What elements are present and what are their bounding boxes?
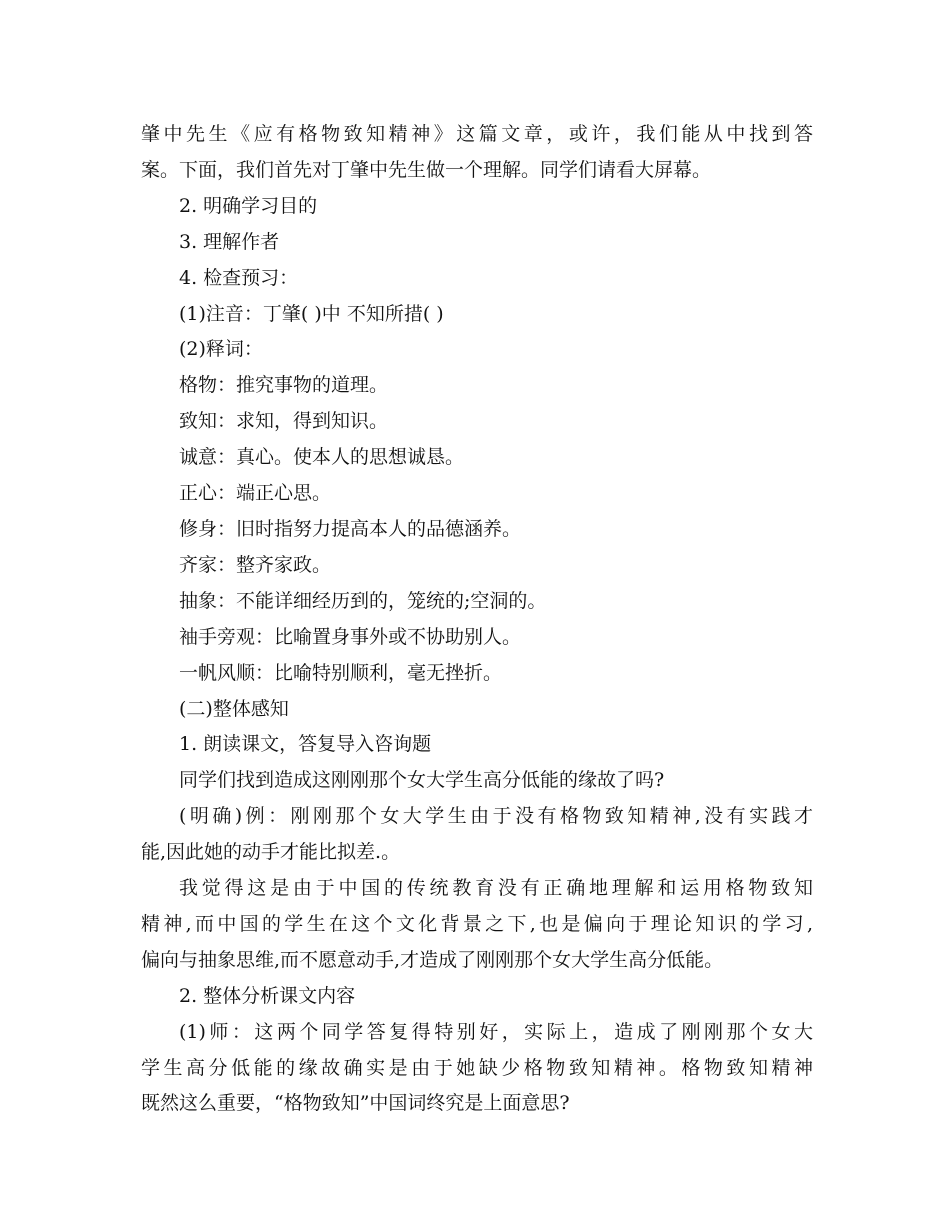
- text-line: 既然这么重要，“格物致知”中国词终究是上面意思?: [141, 1092, 570, 1115]
- text-line: (二)整体感知: [179, 697, 289, 720]
- text-line: 抽象：不能详细经历到的，笼统的;空洞的。: [179, 589, 547, 612]
- text-line: 能,因此她的动手才能比拟差.。: [141, 841, 401, 864]
- text-line: 偏向与抽象思维,而不愿意动手,才造成了刚刚那个女大学生高分低能。: [141, 948, 724, 971]
- text-line: 正心：端正心思。: [179, 482, 332, 505]
- text-line: (明确)例：刚刚那个女大学生由于没有格物致知精神,没有实践才: [179, 805, 813, 828]
- text-line: 格物：推究事物的道理。: [179, 374, 389, 397]
- text-line: 3. 理解作者: [179, 230, 280, 253]
- text-line: 袖手旁观：比喻置身事外或不协助别人。: [179, 625, 522, 648]
- text-line: 一帆风顺：比喻特别顺利，毫无挫折。: [179, 661, 503, 684]
- document-body: [141, 117, 813, 1122]
- text-line: 2. 整体分析课文内容: [179, 984, 356, 1007]
- text-line: 案。下面，我们首先对丁肇中先生做一个理解。同学们请看大屏幕。: [141, 158, 712, 181]
- text-line: 致知：求知，得到知识。: [179, 410, 389, 433]
- text-line: 肇中先生《应有格物致知精神》这篇文章，或许，我们能从中找到答: [141, 123, 813, 145]
- text-line: (2)释词：: [179, 338, 263, 361]
- text-line: 4. 检查预习：: [179, 266, 299, 289]
- text-line: 同学们找到造成这刚刚那个女大学生高分低能的缘故了吗?: [179, 769, 665, 792]
- text-line: 我觉得这是由于中国的传统教育没有正确地理解和运用格物致知: [179, 877, 813, 900]
- text-line: 精神,而中国的学生在这个文化背景之下,也是偏向于理论知识的学习,: [141, 912, 813, 935]
- text-line: (1)注音：丁肇( )中 不知所措( ): [179, 302, 444, 325]
- text-line: 齐家：整齐家政。: [179, 553, 332, 576]
- text-line: 2. 明确学习目的: [179, 194, 318, 217]
- text-line: 修身：旧时指努力提高本人的品德涵养。: [179, 517, 522, 540]
- text-line: (1)师：这两个同学答复得特别好，实际上，造成了刚刚那个女大: [179, 1020, 813, 1043]
- text-line: 1. 朗读课文，答复导入咨询题: [179, 733, 432, 756]
- text-line: 学生高分低能的缘故确实是由于她缺少格物致知精神。格物致知精神: [141, 1056, 813, 1079]
- text-line: 诚意：真心。使本人的思想诚恳。: [179, 446, 465, 469]
